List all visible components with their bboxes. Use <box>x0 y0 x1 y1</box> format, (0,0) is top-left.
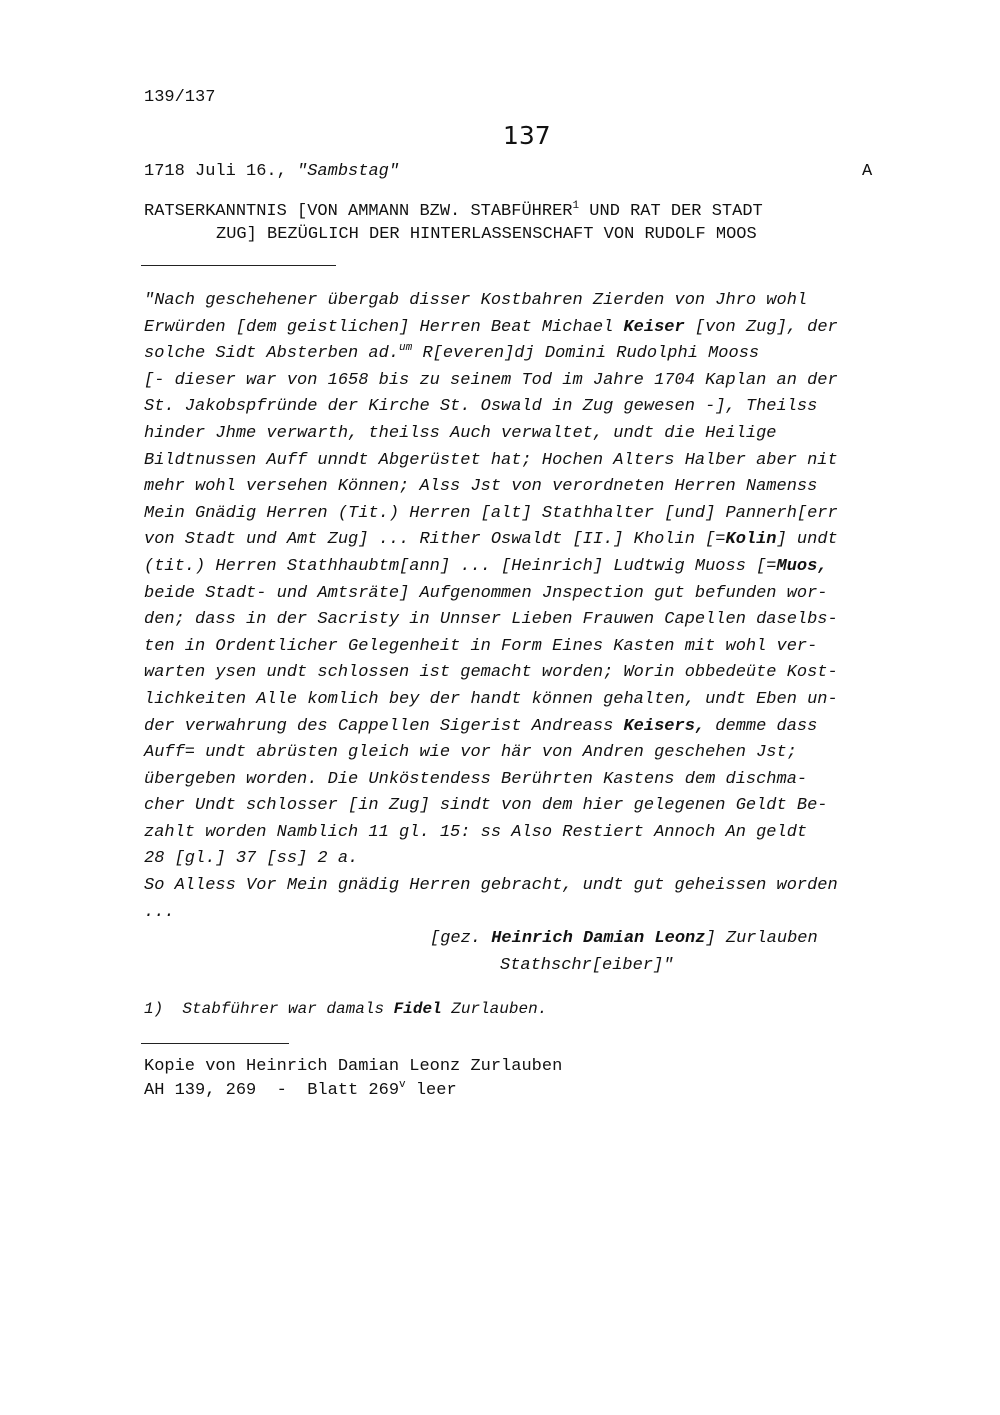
body-line: mehr wohl versehen Können; Alss Jst von verordneten Herren Namenss <box>144 477 818 497</box>
text: 1) Stabführer war damals <box>144 1000 394 1018</box>
name-muos: Muos, <box>776 556 828 576</box>
signer-title: Stathschr[eiber]" <box>500 956 674 975</box>
version-letter: A <box>862 162 873 181</box>
heading-line-2: ZUG] BEZÜGLICH DER HINTERLASSENSCHAFT VON RUDOLF MOOS <box>216 225 757 244</box>
text: AH 139, 269 - Blatt 269 <box>144 1081 400 1100</box>
text: (tit.) Herren Stathhaubtm[ann] ... [Heinrich] Ludtwig Muoss [= <box>144 556 777 576</box>
name-keisers: Keisers, <box>623 716 706 736</box>
name-kolin: Kolin <box>725 530 777 550</box>
body-line: Bildtnussen Auff unndt Abgerüstet hat; Hochen Alters Halber aber nit <box>144 450 838 470</box>
body-line: übergeben worden. Die Unköstendess Berührten Kastens dem dischma- <box>144 769 808 789</box>
body-line <box>144 341 838 368</box>
body-line: warten ysen undt schlossen ist gemacht worden; Worin obbedeüte Kost- <box>144 663 838 683</box>
body-line <box>144 714 838 741</box>
body-line: "Nach geschehener übergab disser Kostbahren Zierden von Jhro wohl <box>144 291 808 310</box>
date-text: 1718 Juli 16., <box>144 162 298 181</box>
superscript: v <box>399 1079 406 1091</box>
text: der verwahrung des Cappellen Sigerist Andreass <box>144 716 624 736</box>
document-date <box>144 162 399 181</box>
document-number: 137 <box>503 121 551 150</box>
body-line <box>144 554 838 581</box>
text: demme dass <box>705 716 818 736</box>
name-fidel: Fidel <box>393 1000 442 1018</box>
body-line: [- dieser war von 1658 bis zu seinem Tod im Jahre 1704 Kaplan an der <box>144 370 838 390</box>
body-line: 28 [gl.] 37 [ss] 2 a. <box>144 849 359 869</box>
source-line-1: Kopie von Heinrich Damian Leonz Zurlauben <box>144 1057 563 1076</box>
body-line: zahlt worden Namblich 11 gl. 15: ss Also Restiert Annoch An geldt <box>144 822 808 842</box>
document-heading <box>144 200 763 246</box>
body-line: ... <box>144 902 175 922</box>
source-line-2 <box>144 1079 562 1103</box>
name-keiser: Keiser <box>623 317 685 337</box>
body-line <box>144 527 838 554</box>
signer-name: Heinrich Damian Leonz <box>491 929 706 948</box>
source-note <box>144 1055 562 1103</box>
body-line <box>144 315 838 342</box>
text: solche Sidt Absterben ad. <box>144 344 400 364</box>
text: leer <box>405 1081 457 1100</box>
text: ] undt <box>776 530 838 550</box>
divider-bottom <box>141 1043 289 1044</box>
text: Zurlauben. <box>441 1000 548 1018</box>
body-line: hinder Jhme verwarth, theilss Auch verwaltet, undt die Heilige <box>144 423 777 443</box>
body-line: Mein Gnädig Herren (Tit.) Herren [alt] Stathhalter [und] Pannerh[err <box>144 503 838 523</box>
text: [von Zug], der <box>684 317 838 337</box>
superscript: um <box>399 342 413 355</box>
body-line: St. Jakobspfründe der Kirche St. Oswald in Zug gewesen -], Theilss <box>144 397 818 417</box>
date-day-quote: "Sambstag" <box>297 162 400 181</box>
heading-text-a: RATSERKANNTNIS [VON AMMANN BZW. STABFÜHRER <box>144 202 573 221</box>
text: Erwürden [dem geistlichen] Herren Beat Michael <box>144 317 624 337</box>
text: R[everen]dj Domini Rudolphi Mooss <box>412 344 760 364</box>
body-line: den; dass in der Sacristy in Unnser Lieben Frauwen Capellen daselbs- <box>144 610 838 630</box>
body-line: beide Stadt- und Amtsräte] Aufgenommen Jnspection gut befunden wor- <box>144 583 828 603</box>
heading-text-b: UND RAT DER STADT <box>579 202 763 221</box>
text: [gez. <box>430 929 492 948</box>
page-reference: 139/137 <box>144 88 216 107</box>
footnote <box>144 1000 547 1018</box>
body-line: cher Undt schlosser [in Zug] sindt von dem hier gelegenen Geldt Be- <box>144 796 828 816</box>
divider-top <box>141 265 336 266</box>
text: ] Zurlauben <box>705 929 818 948</box>
body-line: ten in Ordentlicher Gelegenheit in Form Eines Kasten mit wohl ver- <box>144 636 818 656</box>
transcription-body <box>144 288 838 926</box>
body-line: Auff= undt abrüsten gleich wie vor här von Andren geschehen Jst; <box>144 743 797 763</box>
signature-line <box>430 929 818 948</box>
body-line: So Alless Vor Mein gnädig Herren gebracht, undt gut geheissen worden <box>144 876 838 896</box>
heading-line-1 <box>144 200 763 223</box>
body-line: lichkeiten Alle komlich bey der handt können gehalten, undt Eben un- <box>144 689 838 709</box>
heading-footnote-mark: 1 <box>572 200 580 212</box>
text: von Stadt und Amt Zug] ... Rither Oswaldt [II.] Kholin [= <box>144 530 726 550</box>
